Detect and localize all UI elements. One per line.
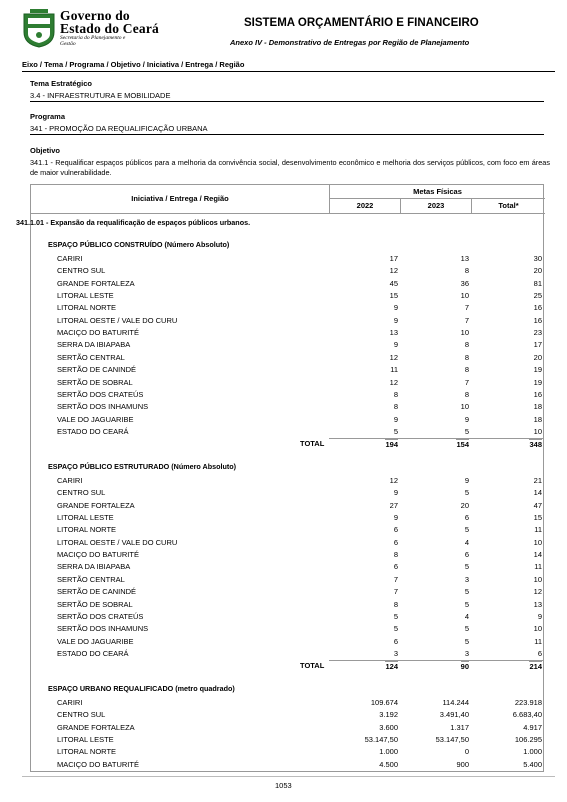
value-2022: 12 [389, 377, 398, 387]
value-total: 14 [533, 550, 542, 560]
region-name: LITORAL NORTE [57, 747, 117, 757]
region-name: SERTÃO CENTRAL [57, 352, 125, 362]
value-2023: 10 [460, 328, 469, 338]
value-2022: 9 [393, 513, 398, 523]
value-2023: 10 [460, 291, 469, 301]
logo-text-governo: Governo do [60, 8, 130, 23]
value-total: 16 [533, 315, 542, 325]
header-total: Total* [498, 201, 519, 210]
value-2022: 6 [393, 525, 398, 535]
region-name: MACIÇO DO BATURITÉ [57, 328, 139, 338]
value-2022: 15 [389, 291, 398, 301]
total-label: TOTAL [300, 439, 325, 449]
region-name: MACIÇO DO BATURITÉ [57, 550, 139, 560]
value-2023: 53.147,50 [435, 735, 469, 745]
table-row [30, 328, 544, 340]
table-row [30, 390, 544, 402]
value-2022: 3.600 [379, 722, 398, 732]
header-iniciativa: Iniciativa / Entrega / Região [31, 185, 330, 213]
value-total: 10 [533, 624, 542, 634]
value-2023: 8 [464, 389, 469, 399]
region-name: ESTADO DO CEARÁ [57, 648, 129, 658]
region-name: LITORAL LESTE [57, 291, 114, 301]
value-total: 19 [533, 377, 542, 387]
value-2023: 1.317 [450, 722, 469, 732]
region-name: SERTÃO DOS CRATEÚS [57, 611, 144, 621]
region-name: MACIÇO DO BATURITÉ [57, 759, 139, 769]
table-row [30, 476, 544, 488]
value-2022: 45 [389, 278, 398, 288]
region-name: SERTÃO DE SOBRAL [57, 377, 133, 387]
objetivo-label: Objetivo [30, 146, 61, 155]
region-name: CENTRO SUL [57, 266, 106, 276]
table-row [30, 266, 544, 278]
value-total: 30 [533, 254, 542, 263]
value-total: 16 [533, 303, 542, 313]
table-row [30, 525, 544, 537]
value-2022: 12 [389, 266, 398, 276]
table-row [30, 575, 544, 587]
region-name: CARIRI [57, 698, 83, 707]
value-2023: 8 [464, 352, 469, 362]
value-2023: 20 [460, 500, 469, 510]
value-2022: 8 [393, 599, 398, 609]
group-title: ESPAÇO URBANO REQUALIFICADO (metro quadrado) [48, 684, 235, 693]
table-row [30, 587, 544, 599]
total-2022: 194 [385, 440, 398, 450]
value-2023: 900 [456, 759, 469, 769]
value-2022: 5 [393, 611, 398, 621]
value-total: 13 [533, 599, 542, 609]
value-2023: 13 [460, 254, 469, 263]
value-total: 5.400 [523, 759, 542, 769]
table-row [30, 303, 544, 315]
table-row [30, 254, 544, 266]
value-2023: 5 [464, 426, 469, 436]
value-2022: 8 [393, 550, 398, 560]
table-row [30, 723, 544, 735]
value-total: 6 [537, 648, 542, 658]
table-row [30, 649, 544, 661]
government-logo [22, 6, 162, 52]
total-2023: 154 [456, 440, 469, 450]
value-total: 12 [533, 587, 542, 597]
value-2023: 8 [464, 266, 469, 276]
value-2023: 8 [464, 365, 469, 375]
value-total: 6.683,40 [512, 710, 542, 720]
value-2023: 9 [464, 414, 469, 424]
total-sum: 214 [529, 662, 542, 672]
value-total: 106.295 [514, 735, 542, 745]
group-title: ESPAÇO PÚBLICO CONSTRUÍDO (Número Absoluto) [48, 240, 230, 249]
report-subtitle: Anexo IV - Demonstrativo de Entregas por Região de Planejamento [230, 38, 470, 47]
total-sum: 348 [529, 440, 542, 450]
table-row [30, 637, 544, 649]
region-name: SERTÃO DOS INHAMUNS [57, 402, 149, 412]
value-total: 20 [533, 352, 542, 362]
region-name: CENTRO SUL [57, 488, 106, 498]
value-2022: 6 [393, 636, 398, 646]
value-2022: 6 [393, 537, 398, 547]
page-header [0, 0, 567, 58]
value-2022: 17 [389, 254, 398, 263]
region-name: GRANDE FORTALEZA [57, 722, 135, 732]
value-2023: 3 [464, 648, 469, 658]
value-total: 20 [533, 266, 542, 276]
value-2022: 5 [393, 624, 398, 634]
value-2022: 27 [389, 500, 398, 510]
total-row [30, 661, 544, 673]
region-name: SERRA DA IBIAPABA [57, 562, 131, 572]
value-2023: 3.491,40 [439, 710, 469, 720]
table-row [30, 488, 544, 500]
region-name: LITORAL OESTE / VALE DO CURU [57, 315, 178, 325]
header-2022: 2022 [330, 199, 401, 213]
value-total: 19 [533, 365, 542, 375]
table-row [30, 698, 544, 710]
value-2023: 7 [464, 377, 469, 387]
table-row [30, 550, 544, 562]
region-name: LITORAL LESTE [57, 735, 114, 745]
value-total: 47 [533, 500, 542, 510]
value-2023: 5 [464, 599, 469, 609]
table-row [30, 291, 544, 303]
region-name: SERTÃO DE CANINDÉ [57, 587, 137, 597]
value-2023: 8 [464, 340, 469, 350]
region-name: VALE DO JAGUARIBE [57, 636, 134, 646]
value-2023: 6 [464, 513, 469, 523]
table-row [30, 316, 544, 328]
value-total: 17 [533, 340, 542, 350]
total-2023: 90 [460, 662, 469, 672]
value-2023: 9 [464, 476, 469, 485]
value-2023: 5 [464, 587, 469, 597]
table-row [30, 760, 544, 772]
table-row [30, 710, 544, 722]
value-total: 9 [537, 611, 542, 621]
table-row [30, 538, 544, 550]
value-total: 10 [533, 426, 542, 436]
value-2022: 7 [393, 587, 398, 597]
value-2022: 13 [389, 328, 398, 338]
logo-text-estado: Estado do Ceará [60, 21, 160, 36]
value-2022: 109.674 [370, 698, 398, 707]
region-name: SERRA DA IBIAPABA [57, 340, 131, 350]
value-2023: 114.244 [442, 698, 469, 707]
tema-label: Tema Estratégico [30, 79, 92, 88]
table-row [30, 340, 544, 352]
value-2023: 5 [464, 488, 469, 498]
table-row [30, 562, 544, 574]
value-total: 4.917 [523, 722, 542, 732]
region-name: SERTÃO DE SOBRAL [57, 599, 133, 609]
value-2023: 5 [464, 562, 469, 572]
value-total: 23 [533, 328, 542, 338]
value-total: 18 [533, 414, 542, 424]
value-total: 81 [533, 278, 542, 288]
value-total: 1.000 [523, 747, 542, 757]
value-total: 11 [534, 562, 542, 572]
table-row [30, 415, 544, 427]
value-total: 10 [533, 574, 542, 584]
value-2023: 0 [464, 747, 469, 757]
region-name: CARIRI [57, 476, 83, 485]
table-row [30, 402, 544, 414]
value-2023: 5 [464, 525, 469, 535]
value-2023: 6 [464, 550, 469, 560]
table-row [30, 353, 544, 365]
value-2023: 36 [460, 278, 469, 288]
value-2022: 3.192 [379, 710, 398, 720]
table-row [30, 365, 544, 377]
value-2022: 9 [393, 315, 398, 325]
table-row [30, 612, 544, 624]
value-2022: 5 [393, 426, 398, 436]
value-2022: 12 [389, 476, 398, 485]
value-total: 11 [534, 525, 542, 535]
value-2022: 12 [389, 352, 398, 362]
value-2023: 4 [464, 537, 469, 547]
value-total: 10 [533, 537, 542, 547]
value-total: 16 [533, 389, 542, 399]
table-row [30, 624, 544, 636]
header-divider [31, 213, 545, 214]
value-2023: 7 [464, 315, 469, 325]
region-name: LITORAL OESTE / VALE DO CURU [57, 537, 178, 547]
table-row [30, 378, 544, 390]
programa-label: Programa [30, 112, 66, 121]
region-name: GRANDE FORTALEZA [57, 278, 135, 288]
region-name: CARIRI [57, 254, 83, 263]
header-2023: 2023 [401, 199, 472, 213]
total-2022: 124 [385, 662, 398, 672]
region-name: SERTÃO DOS INHAMUNS [57, 624, 149, 634]
table-row [30, 747, 544, 759]
value-2022: 9 [393, 340, 398, 350]
objetivo-text: 341.1 - Requalificar espaços públicos para a melhoria da convivência social, desenvolvimento econômico e melhoria dos serviços públicos, com foco em áreas de maior vulnerabilidade. [30, 158, 550, 177]
logo-text-secretaria: Secretaria do Planejamento e Gestão [60, 35, 126, 47]
breadcrumb: Eixo / Tema / Programa / Objetivo / Iniciativa / Entrega / Região [22, 60, 555, 72]
value-2022: 9 [393, 303, 398, 313]
value-2023: 10 [460, 402, 469, 412]
region-name: SERTÃO DOS CRATEÚS [57, 389, 144, 399]
value-total: 11 [534, 636, 542, 646]
region-name: CENTRO SUL [57, 710, 106, 720]
programa-value: 341 - PROMOÇÃO DA REQUALIFICAÇÃO URBANA [30, 124, 544, 135]
region-name: LITORAL LESTE [57, 513, 114, 523]
total-row [30, 439, 544, 451]
value-2022: 9 [393, 414, 398, 424]
value-total: 18 [533, 402, 542, 412]
table-row [30, 501, 544, 513]
total-label: TOTAL [300, 661, 325, 671]
table-row [30, 427, 544, 439]
page-number: 1053 [275, 781, 292, 790]
value-2023: 5 [464, 624, 469, 634]
value-total: 223.918 [514, 698, 542, 707]
table-row [30, 279, 544, 291]
region-name: SERTÃO CENTRAL [57, 574, 125, 584]
value-2022: 9 [393, 488, 398, 498]
value-total: 25 [533, 291, 542, 301]
value-2022: 53.147,50 [364, 735, 398, 745]
region-name: LITORAL NORTE [57, 303, 117, 313]
footer-divider [22, 776, 555, 777]
value-2022: 11 [390, 365, 398, 375]
region-name: SERTÃO DE CANINDÉ [57, 365, 137, 375]
value-2022: 8 [393, 389, 398, 399]
value-2022: 6 [393, 562, 398, 572]
system-title: SISTEMA ORÇAMENTÁRIO E FINANCEIRO [244, 17, 479, 29]
value-total: 15 [533, 513, 542, 523]
value-total: 14 [533, 488, 542, 498]
table-row [30, 513, 544, 525]
value-total: 21 [533, 476, 542, 485]
acao-title: 341.1.01 - Expansão da requalificação de espaços públicos urbanos. [16, 218, 251, 227]
value-2023: 5 [464, 636, 469, 646]
table-row [30, 735, 544, 747]
group-title: ESPAÇO PÚBLICO ESTRUTURADO (Número Absoluto) [48, 462, 237, 471]
value-2022: 3 [393, 648, 398, 658]
value-2023: 4 [464, 611, 469, 621]
table-row [30, 600, 544, 612]
value-2023: 7 [464, 303, 469, 313]
region-name: LITORAL NORTE [57, 525, 117, 535]
region-name: ESTADO DO CEARÁ [57, 426, 129, 436]
region-name: VALE DO JAGUARIBE [57, 414, 134, 424]
state-crest-icon [22, 8, 56, 48]
value-2023: 3 [464, 574, 469, 584]
value-2022: 8 [393, 402, 398, 412]
value-2022: 4.500 [379, 759, 398, 769]
region-name: GRANDE FORTALEZA [57, 500, 135, 510]
tema-value: 3.4 - INFRAESTRUTURA E MOBILIDADE [30, 91, 544, 102]
value-2022: 7 [393, 574, 398, 584]
header-metas-fisicas: Metas Físicas [330, 185, 545, 199]
value-2022: 1.000 [379, 747, 398, 757]
